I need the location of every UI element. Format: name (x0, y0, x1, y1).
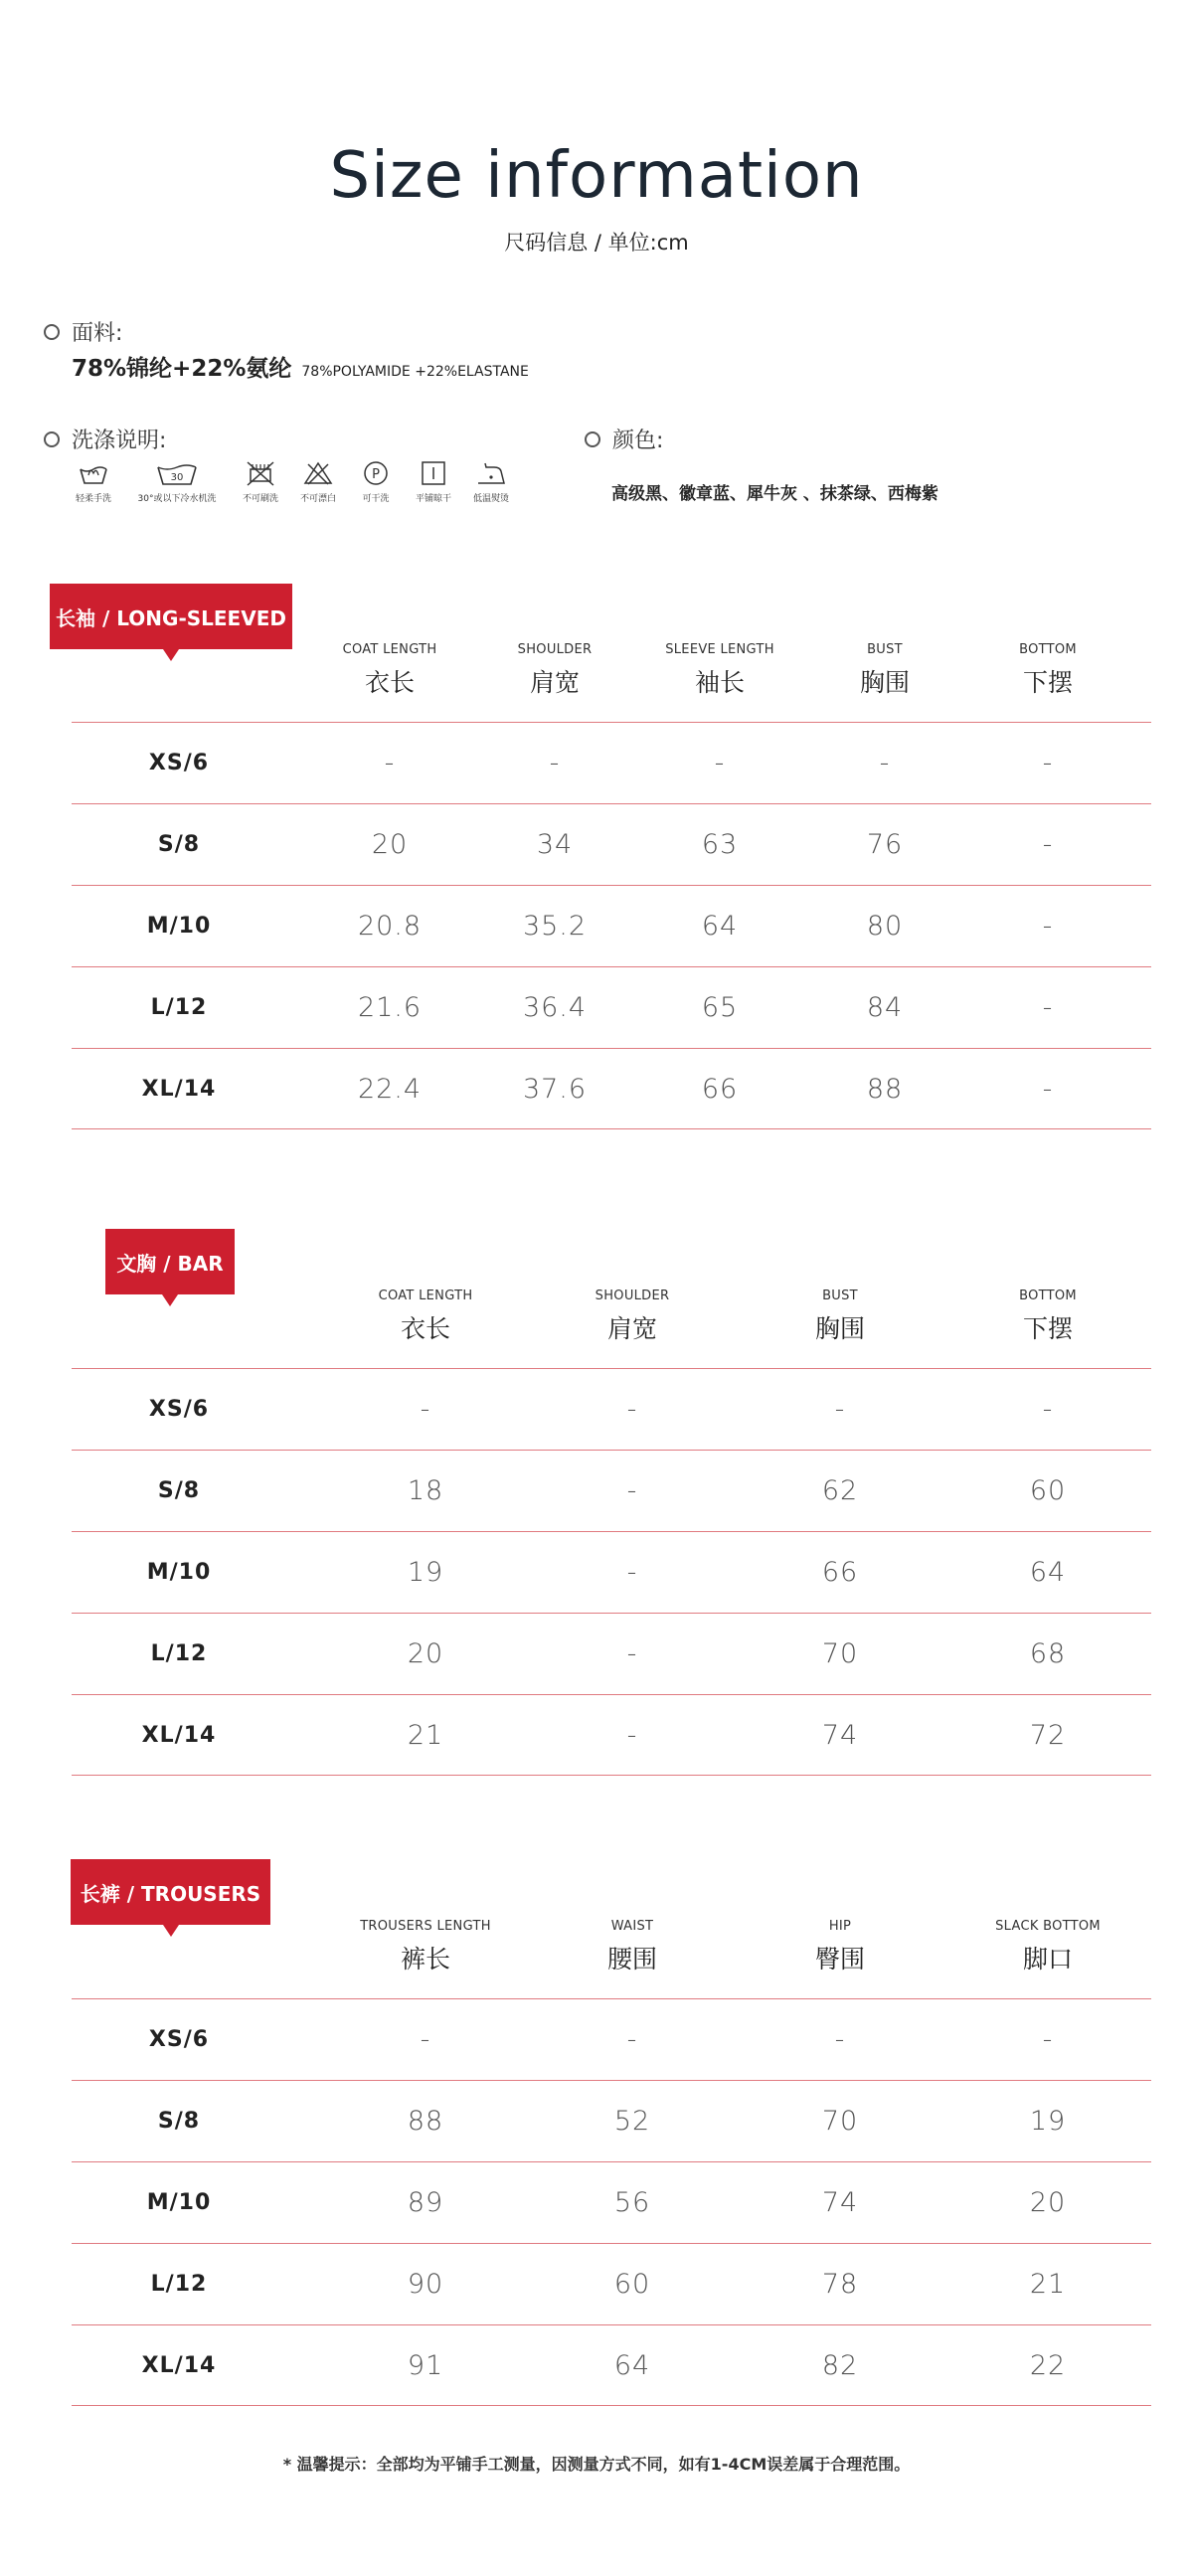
colors-value: 高级黑、徽章蓝、犀牛灰 、抹茶绿、西梅紫 (611, 484, 938, 504)
care-item (70, 459, 117, 504)
column-header (379, 1288, 473, 1345)
value-cell: 35.2 (522, 911, 588, 942)
value-cell: - (834, 2024, 846, 2055)
value-cell: - (1042, 992, 1054, 1023)
column-header-en: SLEEVE LENGTH (665, 642, 774, 657)
value-cell: 74 (821, 2187, 859, 2218)
value-cell: 56 (613, 2187, 651, 2218)
footer-note: * 温馨提示：全部均为平铺手工测量，因测量方式不同，如有1-4CM误差属于合理范围。 (282, 2455, 911, 2474)
column-header-en: SHOULDER (517, 642, 593, 657)
column-header-en: BUST (867, 642, 903, 657)
value-cell: 60 (613, 2269, 651, 2300)
value-cell: - (549, 748, 561, 778)
column-header (1019, 642, 1077, 699)
column-header-cn: 袖长 (694, 668, 746, 697)
value-cell: 80 (866, 911, 904, 942)
column-header (995, 1919, 1101, 1975)
value-cell: 88 (407, 2106, 444, 2137)
size-table-long-sleeved (72, 640, 1151, 1129)
size-cell: S/8 (157, 1478, 201, 1503)
value-cell: 64 (613, 2350, 651, 2381)
column-header-cn: 裤长 (400, 1945, 450, 1974)
size-cell: XL/14 (141, 2353, 217, 2378)
column-header-cn: 衣长 (364, 668, 416, 697)
size-cell: S/8 (157, 2109, 201, 2134)
table-row (72, 1368, 1151, 1450)
value-cell: 66 (821, 1557, 859, 1588)
value-cell: - (1042, 911, 1054, 942)
column-header-en: SHOULDER (595, 1288, 670, 1303)
column-header (815, 1288, 865, 1345)
care-text: 30°或以下冷水机洗 (137, 494, 217, 504)
value-cell: 36.4 (522, 992, 588, 1023)
care-item (237, 459, 284, 504)
care-text: 平铺晾干 (415, 494, 451, 504)
column-header-en: SLACK BOTTOM (995, 1919, 1101, 1934)
value-cell: 18 (407, 1475, 444, 1506)
column-header-cn: 腰围 (606, 1945, 658, 1974)
column-header (665, 642, 774, 699)
size-cell: L/12 (150, 1641, 208, 1666)
column-header (607, 1919, 657, 1975)
column-header-cn: 胸围 (814, 1314, 866, 1343)
size-cell: M/10 (146, 2190, 212, 2215)
no-brush-icon (244, 459, 277, 487)
size-cell: XS/6 (148, 1397, 210, 1422)
value-cell: - (1042, 1394, 1054, 1425)
bullet-circle-icon (585, 431, 600, 447)
column-header-en: TROUSERS LENGTH (360, 1919, 491, 1934)
value-cell: 65 (701, 992, 739, 1023)
bullet-circle-icon (44, 324, 60, 340)
table-header (72, 1287, 1151, 1368)
size-cell: XS/6 (148, 751, 210, 775)
value-cell: 22.4 (357, 1074, 423, 1105)
value-cell: - (420, 1394, 431, 1425)
value-cell: - (626, 1475, 638, 1506)
value-cell: 63 (701, 829, 739, 860)
column-header-cn: 臀围 (814, 1945, 866, 1974)
svg-text:P: P (372, 467, 380, 482)
value-cell: - (626, 1394, 638, 1425)
table-row (72, 966, 1151, 1048)
column-header-cn: 胸围 (859, 668, 911, 697)
column-header-en: WAIST (610, 1919, 654, 1934)
care-icons-row (70, 459, 515, 504)
page-subtitle: 尺码信息 / 单位:cm (504, 231, 689, 255)
value-cell: - (626, 1557, 638, 1588)
colors-label-text: 颜色: (612, 429, 664, 453)
column-header-cn: 衣长 (400, 1314, 451, 1343)
value-cell: 34 (536, 829, 574, 860)
value-cell: 88 (866, 1074, 904, 1105)
value-cell: - (834, 1394, 846, 1425)
bullet-circle-icon (44, 431, 60, 447)
care-text: 不可漂白 (299, 494, 336, 504)
value-cell: 20.8 (357, 911, 423, 942)
column-header-cn: 下摆 (1022, 1314, 1074, 1343)
value-cell: - (420, 2024, 431, 2055)
value-cell: 74 (821, 1720, 859, 1751)
column-header (360, 1919, 491, 1975)
colors-label (585, 424, 663, 454)
size-cell: L/12 (150, 2272, 208, 2297)
value-cell: - (1042, 2024, 1054, 2055)
table-row (72, 2161, 1151, 2243)
value-cell: 21 (1029, 2269, 1067, 2300)
value-cell: 90 (407, 2269, 444, 2300)
section-tag-long-sleeved: 长袖 / LONG-SLEEVED (50, 584, 292, 649)
value-cell: - (1042, 829, 1054, 860)
table-header (72, 640, 1151, 722)
fabric-value-en: 78%POLYAMIDE +22%ELASTANE (301, 364, 529, 380)
value-cell: - (879, 748, 891, 778)
value-cell: 64 (1029, 1557, 1067, 1588)
column-header-en: COAT LENGTH (378, 1288, 473, 1303)
fabric-value-cn: 78%锦纶+22%氨纶 (72, 356, 292, 382)
value-cell: 72 (1029, 1720, 1067, 1751)
size-table-trousers (72, 1917, 1151, 2406)
table-row (72, 1998, 1151, 2080)
table-row (72, 885, 1151, 966)
care-label (44, 424, 166, 454)
value-cell: 62 (821, 1475, 859, 1506)
care-label-text: 洗涤说明: (72, 429, 167, 453)
column-header-cn: 肩宽 (606, 1314, 657, 1343)
care-item (352, 459, 400, 504)
no-bleach-icon (301, 459, 335, 487)
page-title: Size information (329, 139, 864, 213)
fabric-label (44, 316, 122, 347)
size-cell: XL/14 (141, 1723, 217, 1748)
value-cell: 20 (1029, 2187, 1067, 2218)
size-cell: M/10 (146, 914, 212, 939)
value-cell: 21 (407, 1720, 444, 1751)
value-cell: - (626, 2024, 638, 2055)
value-cell: - (1042, 748, 1054, 778)
value-cell: 64 (701, 911, 739, 942)
fabric-value (72, 350, 529, 383)
hand-wash-icon (77, 459, 110, 487)
value-cell: 22 (1029, 2350, 1067, 2381)
care-item (294, 459, 342, 504)
value-cell: 21.6 (357, 992, 423, 1023)
value-cell: 20 (407, 1638, 444, 1669)
section-tag-trousers: 长裤 / TROUSERS (71, 1859, 270, 1925)
svg-text:30: 30 (170, 472, 184, 483)
care-text: 可干洗 (362, 494, 390, 504)
value-cell: 19 (407, 1557, 444, 1588)
value-cell: - (714, 748, 726, 778)
column-header (518, 642, 593, 699)
care-text: 低温熨烫 (472, 494, 509, 504)
table-row (72, 1613, 1151, 1694)
column-header-cn: 下摆 (1022, 668, 1074, 697)
value-cell: 52 (613, 2106, 651, 2137)
table-row (72, 803, 1151, 885)
table-row (72, 2080, 1151, 2161)
table-header (72, 1917, 1151, 1998)
care-text: 轻柔手洗 (75, 494, 111, 504)
value-cell: 66 (701, 1074, 739, 1105)
value-cell: 68 (1029, 1638, 1067, 1669)
column-header (815, 1919, 865, 1975)
size-cell: S/8 (157, 832, 201, 857)
table-row (72, 2243, 1151, 2324)
low-iron-icon (474, 459, 508, 487)
column-header-en: BUST (822, 1288, 858, 1303)
column-header-en: BOTTOM (1019, 642, 1077, 657)
column-header (860, 642, 910, 699)
machine-wash-30-icon (155, 459, 199, 487)
table-row (72, 722, 1151, 803)
value-cell: - (626, 1638, 638, 1669)
column-header (1019, 1288, 1077, 1345)
fabric-label-text: 面料: (72, 321, 123, 346)
line-dry-flat-icon (417, 459, 450, 487)
column-header-en: COAT LENGTH (342, 642, 437, 657)
value-cell: - (626, 1720, 638, 1751)
section-tag-bar: 文胸 / BAR (105, 1229, 235, 1294)
care-item (127, 459, 227, 504)
column-header (343, 642, 437, 699)
value-cell: 37.6 (522, 1074, 588, 1105)
size-cell: XS/6 (148, 2027, 210, 2052)
value-cell: 70 (821, 1638, 859, 1669)
table-row (72, 2324, 1151, 2406)
size-table-bar (72, 1287, 1151, 1776)
value-cell: 60 (1029, 1475, 1067, 1506)
care-item (410, 459, 457, 504)
column-header-en: HIP (828, 1919, 852, 1934)
table-row (72, 1450, 1151, 1531)
value-cell: 84 (866, 992, 904, 1023)
value-cell: 91 (407, 2350, 444, 2381)
column-header-cn: 肩宽 (529, 668, 580, 697)
value-cell: 19 (1029, 2106, 1067, 2137)
column-header-en: BOTTOM (1019, 1288, 1077, 1303)
dry-clean-p-icon (359, 459, 393, 487)
value-cell: - (1042, 1074, 1054, 1105)
value-cell: 20 (371, 829, 409, 860)
value-cell: 70 (821, 2106, 859, 2137)
size-cell: M/10 (146, 1560, 212, 1585)
table-row (72, 1531, 1151, 1613)
table-row (72, 1694, 1151, 1776)
size-cell: L/12 (150, 995, 208, 1020)
table-row (72, 1048, 1151, 1129)
care-item (467, 459, 515, 504)
size-cell: XL/14 (141, 1077, 217, 1102)
care-text: 不可刷洗 (242, 494, 278, 504)
value-cell: 89 (407, 2187, 444, 2218)
value-cell: 78 (821, 2269, 859, 2300)
value-cell: 82 (821, 2350, 859, 2381)
value-cell: - (384, 748, 396, 778)
column-header-cn: 脚口 (1022, 1945, 1074, 1974)
value-cell: 76 (866, 829, 904, 860)
column-header (596, 1288, 670, 1345)
